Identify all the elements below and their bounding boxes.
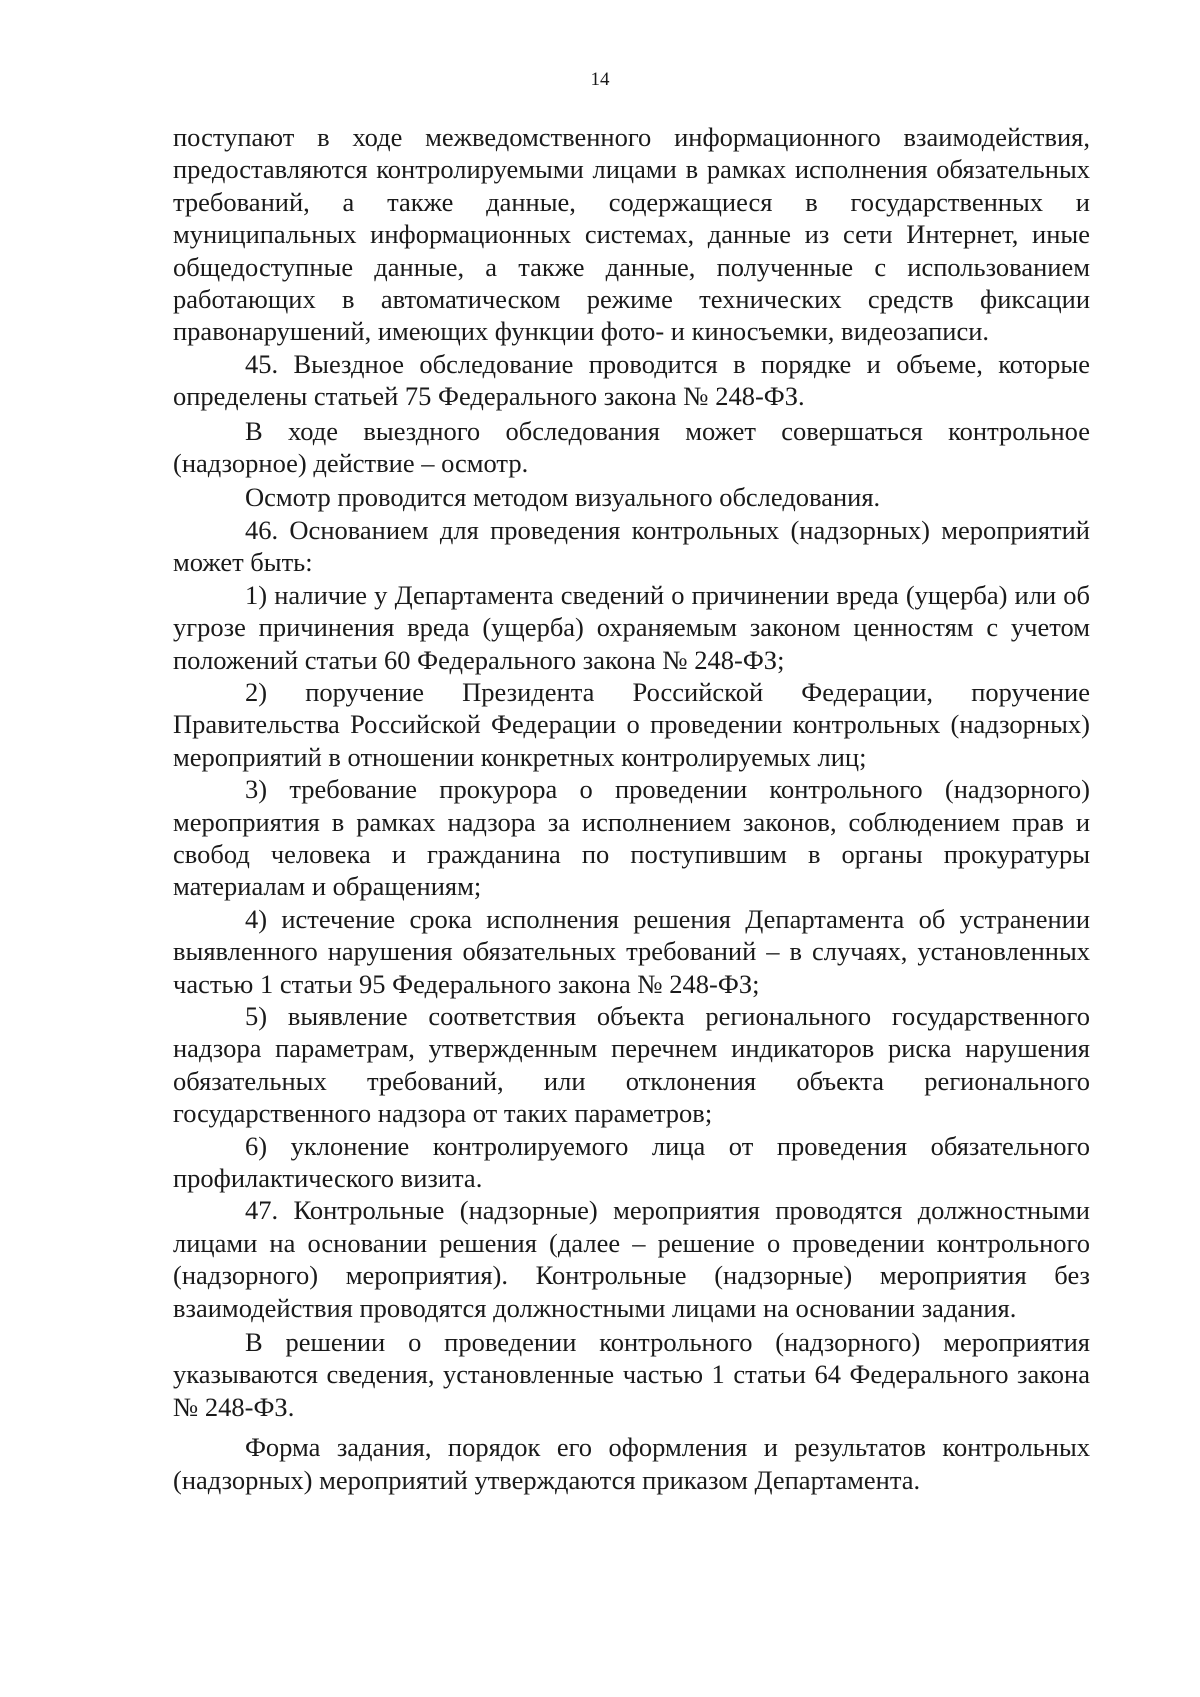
list-item-46-6: 6) уклонение контролируемого лица от проведения обязательного профилактического визита. — [173, 1130, 1090, 1193]
list-item-46-3: 3) требование прокурора о проведении контрольного (надзорного) мероприятия в рамках надзора за исполнением законов, соблюдением прав и свобод человека и гражданина по поступившим в органы прокуратуры материалам и обращениям; — [173, 774, 1090, 902]
list-item-46-4: 4) истечение срока исполнения решения Департамента об устранении выявленного нарушения обязательных требований – в случаях, установленных частью 1 статьи 95 Федерального закона № 248-ФЗ; — [173, 903, 1090, 999]
list-item-46-1: 1) наличие у Департамента сведений о причинении вреда (ущерба) или об угрозе причинения вреда (ущерба) охраняемым законом ценностям с учетом положений статьи 60 Федерального закона № 248-ФЗ; — [173, 579, 1090, 675]
paragraph-46: 46. Основанием для проведения контрольных (надзорных) мероприятий может быть: — [173, 514, 1090, 578]
paragraph-task-form: Форма задания, порядок его оформления и результатов контрольных (надзорных) мероприятий утверждаются приказом Департамента. — [173, 1432, 1090, 1495]
paragraph-45: 45. Выездное обследование проводится в порядке и объеме, которые определены статьей 75 Федерального закона № 248-ФЗ. — [173, 348, 1090, 412]
paragraph-inspection-method: Осмотр проводится методом визуального обследования. — [245, 482, 881, 513]
paragraph-continuation: поступают в ходе межведомственного информационного взаимодействия, предоставляются контролируемыми лицами в рамках исполнения обязательных требований, а также данные, содержащиеся в государственных и муниципальных информационных системах, данные из сети Интернет, иные общедоступные данные, а также данные, полученные с использованием работающих в автоматическом режиме технических средств фиксации правонарушений, имеющих функции фото- и киносъемки, видеозаписи. — [173, 122, 1090, 347]
paragraph-47: 47. Контрольные (надзорные) мероприятия проводятся должностными лицами на основании решения (далее – решение о проведении контрольного (надзорного) мероприятия). Контрольные (надзорные) мероприятия без взаимодействия проводятся должностными лицами на основании задания. — [173, 1195, 1090, 1323]
paragraph-decision-details: В решении о проведении контрольного (надзорного) мероприятия указываются сведения, установленные частью 1 статьи 64 Федерального закона № 248-ФЗ. — [173, 1327, 1090, 1422]
list-item-46-5: 5) выявление соответствия объекта регионального государственного надзора параметрам, утвержденным перечнем индикаторов риска нарушения обязательных требований, или отклонения объекта регионального государственного надзора от таких параметров; — [173, 1000, 1090, 1129]
list-item-46-2: 2) поручение Президента Российской Федерации, поручение Правительства Российской Федерации о проведении контрольных (надзорных) мероприятий в отношении конкретных контролируемых лиц; — [173, 676, 1090, 772]
document-body — [173, 121, 1090, 1496]
paragraph-inspection-action: В ходе выездного обследования может совершаться контрольное (надзорное) действие – осмотр. — [173, 415, 1090, 479]
page-number: 14 — [590, 69, 610, 90]
